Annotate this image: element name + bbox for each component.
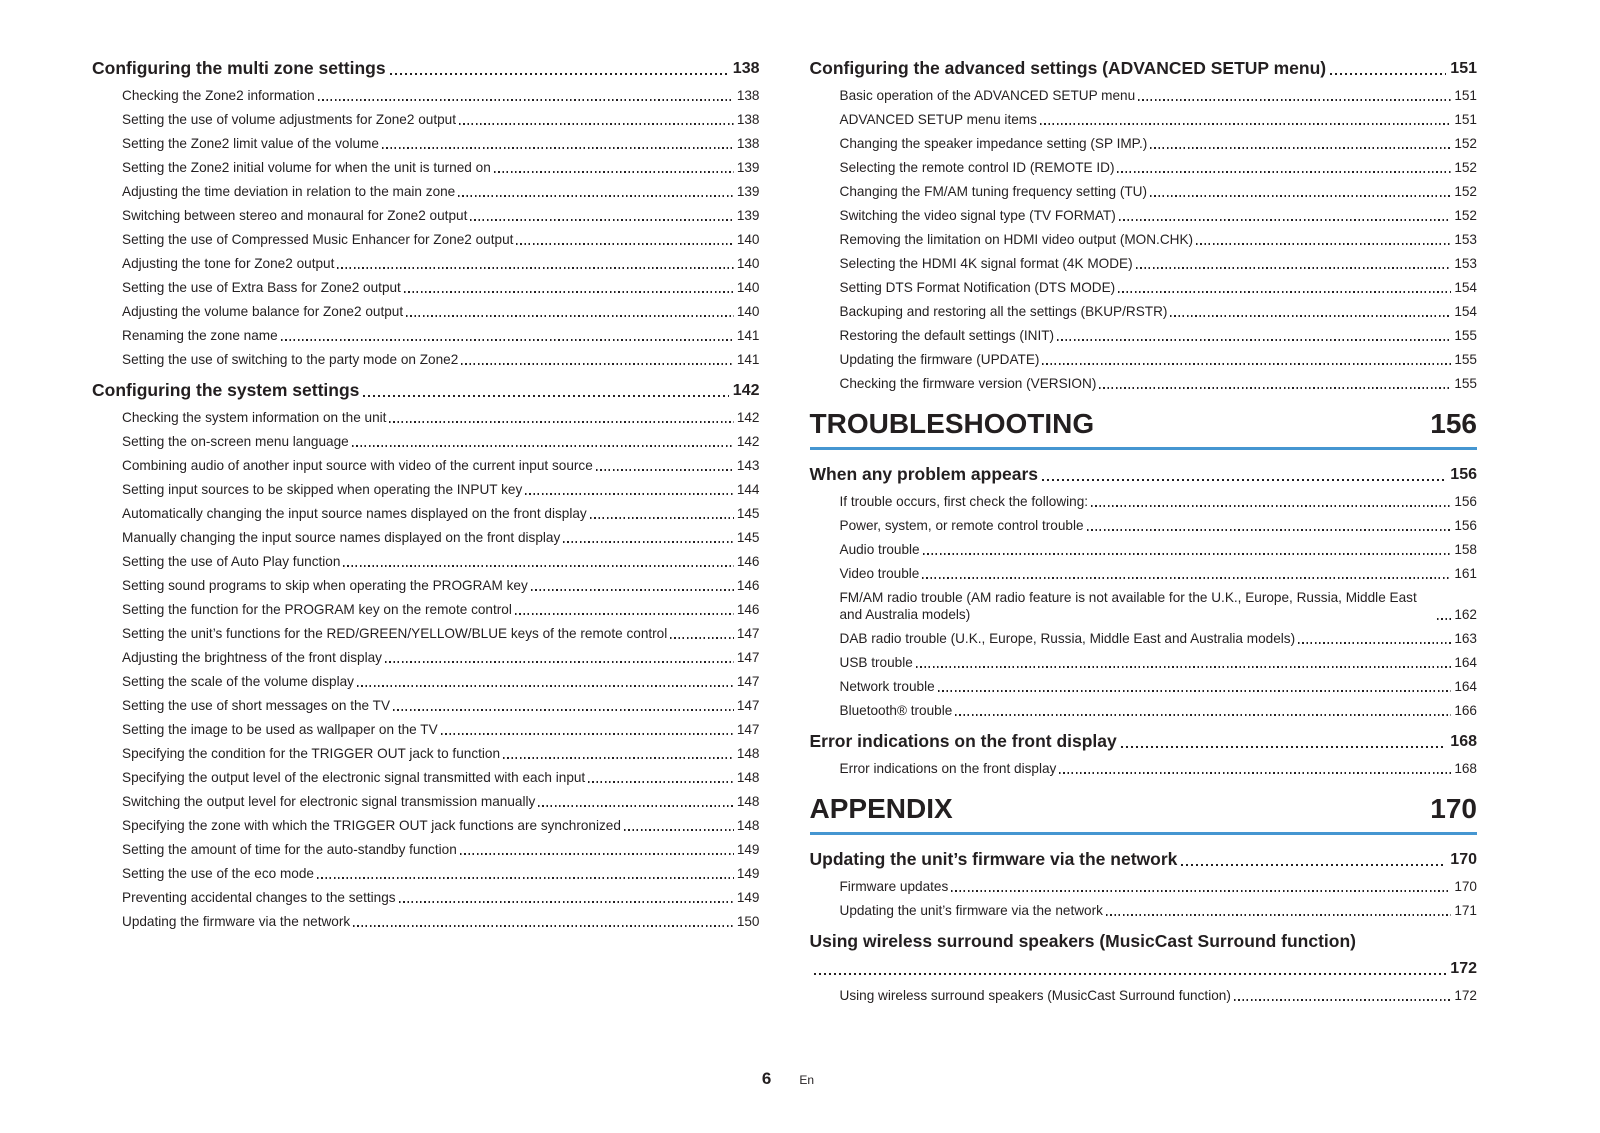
toc-entry-label: Video trouble [839, 566, 920, 581]
toc-entry-page-number: 144 [736, 482, 760, 497]
toc-section-page-number: 151 [1450, 60, 1477, 77]
dot-leader [916, 666, 1452, 668]
dot-leader [563, 541, 734, 543]
toc-entry-page-number: 142 [736, 410, 760, 425]
toc-entry [122, 433, 760, 450]
toc-entry-label: Specifying the output level of the electronic signal transmitted with each input [122, 770, 586, 785]
chapter-heading [810, 408, 1478, 450]
dot-leader [1087, 529, 1452, 531]
dot-leader [393, 709, 734, 711]
toc-entry-page-number: 146 [736, 578, 760, 593]
toc-entry [122, 721, 760, 738]
toc-entry-page-number: 161 [1454, 566, 1477, 581]
toc-entry-label: Setting input sources to be skipped when operating the INPUT key [122, 482, 523, 497]
toc-entry-page-number: 140 [736, 280, 760, 295]
chapter-title: APPENDIX [809, 793, 953, 824]
toc-entry-label: Changing the speaker impedance setting (SP IMP.) [839, 136, 1148, 151]
toc-entry-page-number: 162 [1454, 607, 1477, 622]
toc-entry [840, 303, 1478, 320]
dot-leader [588, 781, 734, 783]
toc-entry-label: Renaming the zone name [122, 328, 278, 343]
toc-entry [122, 745, 760, 762]
dot-leader [1150, 195, 1451, 197]
toc-entry [122, 553, 760, 570]
toc-entry-label: Checking the system information on the unit [122, 410, 387, 425]
toc-entry-page-number: 149 [736, 842, 760, 857]
toc-entry-label: Switching between stereo and monaural for Zone2 output [122, 208, 468, 223]
dot-leader [1099, 387, 1451, 389]
toc-entry [840, 589, 1478, 623]
toc-section-page-number: 138 [732, 60, 760, 77]
toc-entry [122, 529, 760, 546]
dot-leader [461, 363, 734, 365]
toc-entry-page-number: 155 [1454, 376, 1477, 391]
toc-entry [840, 231, 1478, 248]
toc-entry-page-number: 152 [1454, 208, 1477, 223]
toc-entry-label: Checking the firmware version (VERSION) [839, 376, 1097, 391]
dot-leader [1042, 363, 1451, 365]
toc-entry [840, 111, 1478, 128]
toc-entry [840, 902, 1478, 919]
chapter-page-number: 156 [1430, 408, 1477, 439]
dot-leader [1437, 618, 1451, 620]
toc-entry [840, 493, 1478, 510]
toc-entry [122, 865, 760, 882]
dot-leader [596, 469, 734, 471]
toc-entry [122, 87, 760, 104]
toc-entry-page-number: 147 [736, 698, 760, 713]
toc-entry [122, 649, 760, 666]
toc-entry-page-number: 149 [736, 866, 760, 881]
toc-entry-page-number: 166 [1454, 703, 1477, 718]
dot-leader [1118, 291, 1451, 293]
toc-entry-page-number: 171 [1454, 903, 1477, 918]
toc-entry [122, 409, 760, 426]
toc-entry [840, 878, 1478, 895]
dot-leader [1106, 914, 1451, 916]
dot-leader [531, 589, 734, 591]
toc-section-page-number: 156 [1450, 466, 1477, 483]
dot-leader [352, 445, 734, 447]
dot-leader [1117, 171, 1451, 173]
toc-entry-label: Setting the scale of the volume display [122, 674, 354, 689]
dot-leader [525, 493, 734, 495]
toc-entry-label: USB trouble [839, 655, 913, 670]
toc-entry-label: Restoring the default settings (INIT) [839, 328, 1055, 343]
dot-leader [404, 291, 734, 293]
toc-entry [122, 327, 760, 344]
toc-entry-label: DAB radio trouble (U.K., Europe, Russia, Middle East and Australia models) [839, 631, 1296, 646]
dot-leader [343, 565, 733, 567]
toc-entry [840, 541, 1478, 558]
toc-entry-label: Setting DTS Format Notification (DTS MODE) [839, 280, 1116, 295]
toc-entry [122, 135, 760, 152]
toc-entry-page-number: 141 [736, 352, 760, 367]
toc-section-heading [92, 58, 760, 79]
dot-leader [1181, 864, 1446, 866]
toc-entry-label: Setting the amount of time for the auto-standby function [122, 842, 457, 857]
toc-entry-page-number: 147 [736, 626, 760, 641]
toc-entry-label: Setting the Zone2 limit value of the volume [122, 136, 379, 151]
toc-entry-label: Adjusting the brightness of the front display [122, 650, 382, 665]
toc-entry-page-number: 154 [1454, 304, 1477, 319]
dot-leader [670, 637, 734, 639]
dot-leader [1119, 219, 1452, 221]
toc-entry-label: Adjusting the tone for Zone2 output [122, 256, 335, 271]
toc-section-heading [810, 731, 1478, 752]
toc-entry-page-number: 147 [736, 674, 760, 689]
toc-entry-page-number: 142 [736, 434, 760, 449]
dot-leader [1298, 642, 1451, 644]
toc-entry [840, 159, 1478, 176]
dot-leader [458, 195, 734, 197]
toc-entry-page-number: 148 [736, 770, 760, 785]
toc-entry [122, 913, 760, 930]
toc-entry-page-number: 172 [1454, 988, 1477, 1003]
toc-section [92, 380, 760, 930]
dot-leader [382, 147, 734, 149]
toc-entry-page-number: 154 [1454, 280, 1477, 295]
toc-entry-list [810, 878, 1478, 919]
toc-entry [840, 678, 1478, 695]
toc-entry-page-number: 139 [736, 160, 760, 175]
toc-section-title: Configuring the system settings [92, 380, 360, 400]
toc-entry-page-number: 151 [1454, 112, 1477, 127]
toc-entry-page-number: 140 [736, 256, 760, 271]
toc-entry-page-number: 155 [1454, 328, 1477, 343]
toc-entry [122, 183, 760, 200]
dot-leader [1170, 315, 1451, 317]
toc-entry-page-number: 149 [736, 890, 760, 905]
dot-leader [317, 877, 734, 879]
toc-entry-label: Setting the on-screen menu language [122, 434, 349, 449]
toc-entry [840, 279, 1478, 296]
toc-entry [840, 87, 1478, 104]
toc-entry-page-number: 156 [1454, 494, 1477, 509]
dot-leader [337, 267, 733, 269]
toc-entry-label: Updating the firmware via the network [122, 914, 351, 929]
toc-entry [840, 375, 1478, 392]
chapter-page-number: 170 [1430, 793, 1477, 824]
dot-leader [955, 714, 1451, 716]
toc-entry-label: Switching the video signal type (TV FORMAT) [839, 208, 1116, 223]
toc-entry-label: Preventing accidental changes to the settings [122, 890, 396, 905]
toc-section [92, 58, 760, 368]
toc-entry-label: Specifying the condition for the TRIGGER OUT jack to function [122, 746, 501, 761]
toc-entry [122, 793, 760, 810]
toc-entry-page-number: 146 [736, 554, 760, 569]
toc-entry-page-number: 147 [736, 650, 760, 665]
toc-entry-page-number: 152 [1454, 160, 1477, 175]
toc-entry-label: Automatically changing the input source names displayed on the front display [122, 506, 587, 521]
toc-entry [122, 769, 760, 786]
toc-entry-label: If trouble occurs, first check the following: [839, 494, 1089, 509]
toc-entry-label: Bluetooth® trouble [839, 703, 953, 718]
toc-entry [122, 159, 760, 176]
toc-entry-label: Manually changing the input source names displayed on the front display [122, 530, 561, 545]
toc-entry [122, 841, 760, 858]
toc-entry [122, 481, 760, 498]
toc-entry-label: Removing the limitation on HDMI video output (MON.CHK) [839, 232, 1194, 247]
dot-leader [1121, 746, 1447, 748]
toc-section-title: Configuring the multi zone settings [92, 58, 386, 78]
toc-section-title: When any problem appears [809, 464, 1039, 484]
toc-entry-label: Adjusting the volume balance for Zone2 output [122, 304, 404, 319]
dot-leader [406, 315, 734, 317]
dot-leader [357, 685, 734, 687]
toc-entry [840, 565, 1478, 582]
dot-leader [1042, 479, 1446, 481]
toc-entry-label: ADVANCED SETUP menu items [839, 112, 1037, 127]
dot-leader [399, 901, 734, 903]
dot-leader [385, 661, 734, 663]
toc-entry [840, 255, 1478, 272]
toc-section-heading [810, 464, 1478, 485]
dot-leader [281, 339, 734, 341]
toc-entry-label: Using wireless surround speakers (MusicCast Surround function) [839, 988, 1231, 1003]
toc-entry-page-number: 156 [1454, 518, 1477, 533]
toc-entry [122, 457, 760, 474]
dot-leader [1196, 243, 1451, 245]
toc-entry [122, 697, 760, 714]
dot-leader [1234, 999, 1451, 1001]
toc-entry [122, 673, 760, 690]
toc-entry-list [92, 87, 760, 368]
toc-entry-page-number: 148 [736, 818, 760, 833]
dot-leader [494, 171, 734, 173]
toc-entry-label: Audio trouble [839, 542, 920, 557]
toc-entry-label: Setting the use of the eco mode [122, 866, 314, 881]
toc-section-page-number: 168 [1450, 733, 1477, 750]
toc-entry-page-number: 148 [736, 794, 760, 809]
dot-leader [1091, 505, 1451, 507]
toc-section-title: Error indications on the front display [809, 731, 1117, 751]
toc-entry-page-number: 138 [736, 88, 760, 103]
toc-entry-page-number: 153 [1454, 256, 1477, 271]
toc-entry-page-number: 170 [1454, 879, 1477, 894]
toc-entry-page-number: 138 [736, 112, 760, 127]
toc-section-heading [92, 380, 760, 401]
toc-entry-label: Setting the unit’s functions for the RED/GREEN/YELLOW/BLUE keys of the remote control [122, 626, 668, 641]
toc-section [810, 731, 1478, 777]
dot-leader [923, 553, 1452, 555]
toc-section [810, 931, 1478, 1004]
dot-leader [460, 853, 734, 855]
toc-entry-label: Adjusting the time deviation in relation to the main zone [122, 184, 456, 199]
toc-entry-page-number: 155 [1454, 352, 1477, 367]
toc-entry [122, 577, 760, 594]
dot-leader [389, 421, 733, 423]
toc-entry-page-number: 139 [736, 208, 760, 223]
dot-leader [538, 805, 734, 807]
toc-entry-page-number: 140 [736, 232, 760, 247]
toc-entry [840, 654, 1478, 671]
dot-leader [1059, 772, 1451, 774]
dot-leader [318, 99, 734, 101]
toc-entry-page-number: 139 [736, 184, 760, 199]
toc-entry-label: FM/AM radio trouble (AM radio feature is not available for the U.K., Europe, Russia, Middle East and Australia models) [839, 590, 1417, 622]
dot-leader [951, 890, 1451, 892]
toc-entry-page-number: 141 [736, 328, 760, 343]
toc-entry-label: Setting the use of Compressed Music Enhancer for Zone2 output [122, 232, 514, 247]
toc-entry [840, 183, 1478, 200]
toc-entry-label: Combining audio of another input source with video of the current input source [122, 458, 593, 473]
toc-entry [122, 889, 760, 906]
dot-leader [515, 613, 734, 615]
toc-section-page-number: 170 [1450, 851, 1477, 868]
toc-section-heading [810, 931, 1478, 979]
footer-language-label: En [799, 1073, 815, 1087]
toc-entry-page-number: 163 [1454, 631, 1477, 646]
chapter-heading [810, 793, 1478, 835]
toc-section [810, 58, 1478, 392]
dot-leader [516, 243, 733, 245]
toc-entry-label: Setting the Zone2 initial volume for when the unit is turned on [122, 160, 491, 175]
toc-entry-label: Network trouble [839, 679, 935, 694]
toc-entry-page-number: 147 [736, 722, 760, 737]
dot-leader [1330, 73, 1446, 75]
toc-entry-page-number: 150 [736, 914, 760, 929]
dot-leader [1138, 99, 1451, 101]
toc-entry-label: Setting the function for the PROGRAM key on the remote control [122, 602, 512, 617]
toc-entry-page-number: 138 [736, 136, 760, 151]
toc-section-heading [810, 849, 1478, 870]
toc-entry-label: Basic operation of the ADVANCED SETUP menu [839, 88, 1136, 103]
toc-section-page-number: 172 [1450, 960, 1477, 977]
toc-entry-label: Checking the Zone2 information [122, 88, 315, 103]
toc-section-title: Using wireless surround speakers (MusicCast Surround function) [809, 931, 1356, 951]
dot-leader [363, 395, 728, 397]
toc-entry-label: Setting the use of volume adjustments for Zone2 output [122, 112, 457, 127]
toc-section [810, 464, 1478, 719]
toc-entry-label: Power, system, or remote control trouble [839, 518, 1084, 533]
toc-entry [840, 630, 1478, 647]
toc-entry-label: Setting the use of short messages on the TV [122, 698, 391, 713]
toc-entry-page-number: 146 [736, 602, 760, 617]
toc-entry [840, 517, 1478, 534]
toc-entry-page-number: 153 [1454, 232, 1477, 247]
toc-entry-page-number: 143 [736, 458, 760, 473]
toc-entry [122, 625, 760, 642]
toc-entry-page-number: 140 [736, 304, 760, 319]
toc-entry-page-number: 168 [1454, 761, 1477, 776]
toc-entry-label: Selecting the HDMI 4K signal format (4K MODE) [839, 256, 1133, 271]
toc-entry [122, 231, 760, 248]
dot-leader [624, 829, 734, 831]
toc-entry [840, 327, 1478, 344]
toc-entry-label: Setting the use of Auto Play function [122, 554, 341, 569]
toc-entry-label: Setting the image to be used as wallpaper on the TV [122, 722, 438, 737]
dot-leader [922, 577, 1451, 579]
toc-entry-label: Updating the unit’s firmware via the network [839, 903, 1103, 918]
toc-entry [122, 207, 760, 224]
toc-entry-list [810, 987, 1478, 1004]
toc-entry [122, 351, 760, 368]
dot-leader [1150, 147, 1451, 149]
footer-page-number: 6 [761, 1069, 772, 1088]
toc-column-1 [92, 58, 760, 1011]
toc-entry [122, 255, 760, 272]
toc-entry-label: Firmware updates [839, 879, 949, 894]
toc-entry [840, 135, 1478, 152]
page-footer [0, 1069, 1588, 1089]
dot-leader [390, 73, 729, 75]
toc-entry-page-number: 151 [1454, 88, 1477, 103]
toc-entry-page-number: 152 [1454, 136, 1477, 151]
dot-leader [441, 733, 734, 735]
dot-leader [1057, 339, 1451, 341]
toc-section-heading [810, 58, 1478, 79]
toc-entry-label: Changing the FM/AM tuning frequency setting (TU) [839, 184, 1148, 199]
dot-leader [814, 973, 1447, 975]
toc-entry-label: Setting sound programs to skip when operating the PROGRAM key [122, 578, 528, 593]
toc-section-page-number: 142 [732, 382, 760, 399]
toc-section [810, 849, 1478, 919]
toc-entry-page-number: 164 [1454, 655, 1477, 670]
toc-entry-page-number: 164 [1454, 679, 1477, 694]
toc-entry-label: Updating the firmware (UPDATE) [839, 352, 1040, 367]
toc-entry-label: Specifying the zone with which the TRIGGER OUT jack functions are synchronized [122, 818, 621, 833]
dot-leader [938, 690, 1452, 692]
toc-entry-page-number: 145 [736, 530, 760, 545]
toc-entry-page-number: 148 [736, 746, 760, 761]
toc-entry-list [810, 493, 1478, 719]
toc-entry-page-number: 145 [736, 506, 760, 521]
toc-entry [122, 279, 760, 296]
toc-entry-label: Setting the use of switching to the party mode on Zone2 [122, 352, 459, 367]
toc-entry [840, 207, 1478, 224]
toc-entry [122, 601, 760, 618]
toc-entry [840, 987, 1478, 1004]
dot-leader [1040, 123, 1451, 125]
toc-section-title: Configuring the advanced settings (ADVANCED SETUP menu) [809, 58, 1327, 78]
chapter-title: TROUBLESHOOTING [809, 408, 1095, 439]
toc-entry-page-number: 152 [1454, 184, 1477, 199]
toc-entry-label: Error indications on the front display [839, 761, 1057, 776]
toc-columns [92, 58, 1477, 1011]
toc-entry [122, 817, 760, 834]
dot-leader [353, 925, 734, 927]
toc-entry-list [810, 760, 1478, 777]
toc-entry [122, 303, 760, 320]
toc-entry [122, 505, 760, 522]
toc-entry [840, 351, 1478, 368]
toc-entry-label: Selecting the remote control ID (REMOTE ID) [839, 160, 1115, 175]
toc-entry-label: Switching the output level for electronic signal transmission manually [122, 794, 536, 809]
toc-entry-list [92, 409, 760, 930]
toc-entry-label: Setting the use of Extra Bass for Zone2 output [122, 280, 401, 295]
dot-leader [590, 517, 734, 519]
toc-entry-page-number: 158 [1454, 542, 1477, 557]
toc-entry [122, 111, 760, 128]
dot-leader [1136, 267, 1452, 269]
toc-column-2 [810, 58, 1478, 1011]
dot-leader [503, 757, 734, 759]
dot-leader [459, 123, 734, 125]
toc-entry [840, 760, 1478, 777]
toc-entry-label: Backuping and restoring all the settings (BKUP/RSTR) [839, 304, 1168, 319]
toc-entry-list [810, 87, 1478, 392]
toc-section-title: Updating the unit’s firmware via the network [809, 849, 1178, 869]
toc-entry [840, 702, 1478, 719]
dot-leader [470, 219, 733, 221]
